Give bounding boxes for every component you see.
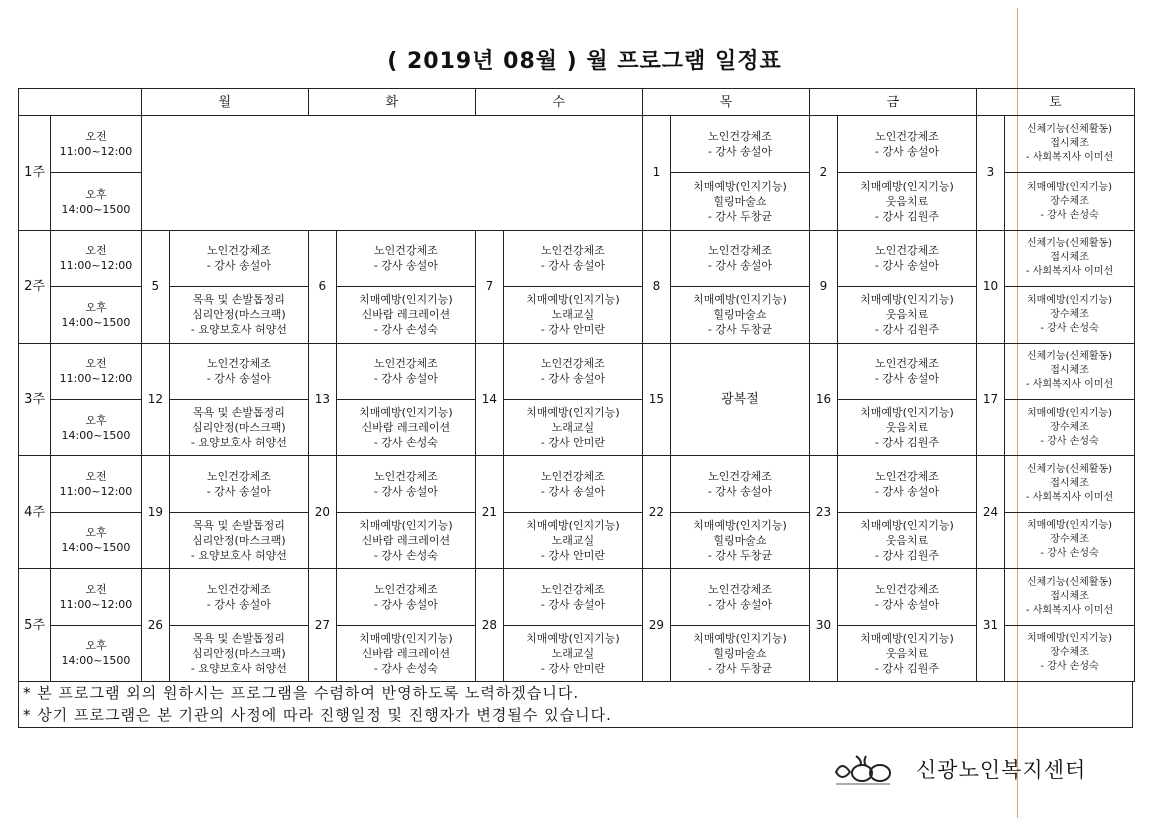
program-line: 접시체조: [1050, 138, 1089, 150]
program-line: - 강사 송설아: [874, 485, 940, 499]
program-line: 신체기능(신체활동): [1026, 351, 1113, 363]
program-line: 장수체조: [1050, 308, 1089, 320]
program-line: 심리안정(마스크팩): [192, 308, 286, 322]
date-cell: 19: [141, 456, 169, 569]
program-line: 치매예방(인지기능): [860, 293, 954, 307]
program-cell-pm: [838, 512, 977, 568]
date-cell: 27: [308, 569, 336, 682]
program-line: - 강사 송설아: [373, 485, 438, 499]
date-cell: 30: [809, 569, 837, 682]
period-label: 오전: [85, 357, 107, 371]
program-line: - 강사 김원주: [874, 548, 940, 562]
program-line: - 사회복지사 이미선: [1025, 266, 1114, 278]
program-line: - 강사 송설아: [707, 485, 772, 499]
program-line: 치매예방(인지기능): [1026, 181, 1113, 193]
program-cell-pm: [503, 399, 642, 455]
week-label: 3주: [19, 343, 51, 456]
program-line: 장수체조: [1050, 421, 1089, 433]
program-line: 장수체조: [1050, 647, 1089, 659]
program-line: 노래교실: [551, 646, 595, 660]
program-cell-pm: [838, 399, 977, 455]
program-line: 치매예방(인지기능): [860, 518, 954, 532]
program-line: 치매예방(인지기능): [526, 518, 620, 532]
program-line: - 요양보호사 허양선: [190, 548, 287, 562]
week-row-pm: [19, 399, 1135, 455]
program-line: 치매예방(인지기능): [359, 293, 453, 307]
program-line: - 강사 손성숙: [1040, 322, 1099, 334]
program-line: 노인건강체조: [875, 357, 939, 371]
program-line: 심리안정(마스크팩): [192, 421, 286, 435]
date-cell: 31: [976, 569, 1004, 682]
program-cell-am: [838, 569, 977, 625]
period-time: 11:00~12:00: [59, 485, 133, 499]
program-cell-am: [169, 569, 308, 625]
program-line: - 강사 송설아: [874, 259, 940, 273]
program-cell-am: [1005, 456, 1135, 512]
program-cell-pm: [336, 625, 475, 681]
header-row: [19, 89, 1135, 116]
week-row-pm: [19, 512, 1135, 568]
program-line: 노인건강체조: [875, 582, 939, 596]
program-line: 노인건강체조: [374, 582, 438, 596]
program-line: - 강사 안미란: [540, 436, 605, 450]
period-label: 오후: [85, 526, 107, 540]
program-line: - 강사 김원주: [874, 323, 940, 337]
program-line: 치매예방(인지기능): [359, 406, 453, 420]
program-line: - 사회복지사 이미선: [1025, 492, 1114, 504]
program-line: 목욕 및 손발톱정리: [192, 631, 285, 645]
program-line: - 강사 두창균: [707, 210, 772, 224]
program-line: - 강사 송설아: [540, 597, 605, 611]
program-line: 심리안정(마스크팩): [192, 646, 286, 660]
program-line: 치매예방(인지기능): [526, 293, 620, 307]
program-line: - 강사 송설아: [540, 485, 605, 499]
program-line: - 강사 안미란: [540, 323, 605, 337]
program-line: 치매예방(인지기능): [1026, 520, 1113, 532]
program-cell-pm: [169, 625, 308, 681]
program-line: 웃음치료: [885, 195, 929, 209]
holiday-cell: 광복절: [671, 343, 810, 456]
program-line: 치매예방(인지기능): [693, 631, 787, 645]
program-line: 웃음치료: [885, 308, 929, 322]
program-cell-pm: [1005, 173, 1135, 230]
program-cell-pm: [503, 512, 642, 568]
program-line: - 사회복지사 이미선: [1025, 379, 1114, 391]
program-cell-am: [1005, 230, 1135, 286]
program-line: 노인건강체조: [541, 357, 605, 371]
program-cell-am: [1005, 343, 1135, 399]
program-line: - 강사 송설아: [373, 597, 438, 611]
program-line: 치매예방(인지기능): [693, 518, 787, 532]
program-line: 신체기능(신체활동): [1026, 576, 1113, 588]
program-line: 노인건강체조: [206, 470, 271, 484]
period-label: 오전: [85, 470, 107, 484]
program-line: - 강사 손성숙: [1040, 548, 1099, 560]
date-cell: 20: [308, 456, 336, 569]
program-cell-pm: [169, 512, 308, 568]
notes-box: [18, 682, 1133, 728]
program-line: - 강사 송설아: [540, 372, 605, 386]
program-line: 접시체조: [1050, 365, 1089, 377]
program-cell-pm: [1005, 287, 1135, 343]
period-label: 오후: [85, 187, 107, 201]
program-line: 목욕 및 손발톱정리: [192, 293, 285, 307]
program-line: - 강사 손성숙: [373, 436, 438, 450]
program-line: - 강사 김원주: [874, 661, 940, 675]
program-line: - 강사 송설아: [373, 372, 438, 386]
program-line: 노인건강체조: [374, 470, 438, 484]
program-line: 노인건강체조: [875, 470, 939, 484]
program-line: - 강사 송설아: [874, 145, 940, 159]
program-cell-pm: [336, 512, 475, 568]
program-line: 힐링마술쇼: [713, 533, 767, 547]
date-cell: 9: [809, 230, 837, 343]
corner-cell: [19, 89, 142, 116]
program-line: 치매예방(인지기능): [693, 180, 787, 194]
date-cell: 3: [976, 116, 1004, 231]
program-cell-am: [169, 343, 308, 399]
period-label: 오전: [85, 582, 107, 596]
day-header: 화: [308, 89, 475, 116]
program-line: - 강사 김원주: [874, 436, 940, 450]
program-line: - 강사 송설아: [206, 372, 271, 386]
program-cell-am: [1005, 116, 1135, 173]
program-line: 노래교실: [551, 533, 595, 547]
program-cell-am: [169, 230, 308, 286]
day-header: 목: [642, 89, 809, 116]
period-time: 11:00~12:00: [59, 597, 133, 611]
program-cell-am: [1005, 569, 1135, 625]
period-time: 11:00~12:00: [59, 259, 133, 273]
program-line: - 강사 송설아: [707, 259, 772, 273]
center-name: 신광노인복지센터: [916, 758, 1087, 782]
week-row-am: [19, 569, 1135, 625]
period-am: [51, 230, 142, 286]
program-line: 힐링마술쇼: [713, 195, 767, 209]
program-line: 노인건강체조: [708, 582, 772, 596]
period-am: [51, 343, 142, 399]
program-line: - 강사 송설아: [206, 485, 271, 499]
program-line: - 요양보호사 허양선: [190, 436, 287, 450]
center-logo: [832, 752, 894, 786]
program-cell-am: [503, 230, 642, 286]
program-line: 치매예방(인지기능): [1026, 407, 1113, 419]
program-line: 치매예방(인지기능): [860, 406, 954, 420]
period-time: 14:00~1500: [61, 541, 131, 555]
program-cell-am: [838, 456, 977, 512]
date-cell: 21: [475, 456, 503, 569]
period-pm: [51, 287, 142, 343]
program-line: 신바람 레크레이션: [361, 308, 451, 322]
period-time: 14:00~1500: [61, 428, 131, 442]
program-line: - 강사 송설아: [206, 597, 271, 611]
program-line: 신바람 레크레이션: [361, 646, 451, 660]
page-title: ( 2019년 08월 ) 월 프로그램 일정표: [387, 49, 782, 74]
program-cell-pm: [503, 625, 642, 681]
program-line: 심리안정(마스크팩): [192, 533, 286, 547]
program-line: 노인건강체조: [875, 130, 939, 144]
date-cell: 15: [642, 343, 670, 456]
day-header: 토: [976, 89, 1134, 116]
program-cell-pm: [169, 399, 308, 455]
program-line: 노인건강체조: [708, 130, 772, 144]
program-cell-am: [838, 230, 977, 286]
program-line: 신바람 레크레이션: [361, 421, 451, 435]
period-pm: [51, 173, 142, 230]
program-line: 노인건강체조: [541, 244, 605, 258]
program-line: - 강사 손성숙: [373, 548, 438, 562]
period-label: 오후: [85, 413, 107, 427]
program-cell-pm: [169, 287, 308, 343]
program-cell-am: [336, 230, 475, 286]
program-line: 치매예방(인지기능): [1026, 294, 1113, 306]
program-line: 신체기능(신체활동): [1026, 464, 1113, 476]
program-cell-pm: [671, 625, 810, 681]
period-time: 14:00~1500: [61, 315, 131, 329]
program-line: - 강사 송설아: [206, 259, 271, 273]
week-label: 4주: [19, 456, 51, 569]
program-line: 노인건강체조: [875, 244, 939, 258]
period-label: 오후: [85, 639, 107, 653]
date-cell: 12: [141, 343, 169, 456]
period-time: 14:00~1500: [61, 654, 131, 668]
program-line: 치매예방(인지기능): [526, 631, 620, 645]
program-cell-pm: [838, 625, 977, 681]
date-cell: 28: [475, 569, 503, 682]
program-line: 목욕 및 손발톱정리: [192, 406, 285, 420]
program-cell-am: [336, 456, 475, 512]
period-time: 11:00~12:00: [59, 372, 133, 386]
date-cell: 13: [308, 343, 336, 456]
program-cell-pm: [336, 287, 475, 343]
program-line: - 강사 손성숙: [1040, 661, 1099, 673]
date-cell: 6: [308, 230, 336, 343]
program-line: 웃음치료: [885, 533, 929, 547]
note-line: * 상기 프로그램은 본 기관의 사정에 따라 진행일정 및 진행자가 변경될수 있습니다.: [23, 706, 612, 724]
program-cell-pm: [336, 399, 475, 455]
program-line: - 강사 김원주: [874, 210, 940, 224]
date-cell: 24: [976, 456, 1004, 569]
program-cell-am: [838, 343, 977, 399]
program-line: 치매예방(인지기능): [359, 631, 453, 645]
program-line: 웃음치료: [885, 646, 929, 660]
date-cell: 29: [642, 569, 670, 682]
program-line: 노인건강체조: [206, 244, 271, 258]
date-cell: 23: [809, 456, 837, 569]
footer: [832, 752, 1086, 786]
program-cell-pm: [1005, 399, 1135, 455]
week-row-am: [19, 456, 1135, 512]
program-line: 신바람 레크레이션: [361, 533, 451, 547]
week-row-am: [19, 230, 1135, 286]
program-cell-am: [671, 456, 810, 512]
program-line: - 강사 손성숙: [1040, 209, 1099, 221]
program-cell-pm: [838, 173, 977, 230]
week-label: 1주: [19, 116, 51, 231]
period-label: 오후: [85, 300, 107, 314]
program-line: 치매예방(인지기능): [359, 518, 453, 532]
period-time: 11:00~12:00: [59, 145, 133, 159]
date-cell: 16: [809, 343, 837, 456]
program-line: 힐링마술쇼: [713, 646, 767, 660]
day-header: 월: [141, 89, 308, 116]
program-line: 치매예방(인지기능): [860, 180, 954, 194]
program-line: - 요양보호사 허양선: [190, 323, 287, 337]
program-cell-pm: [838, 287, 977, 343]
program-line: 노래교실: [551, 421, 595, 435]
date-cell: 1: [642, 116, 670, 231]
program-cell-am: [336, 343, 475, 399]
program-line: - 강사 손성숙: [1040, 435, 1099, 447]
week-label: 5주: [19, 569, 51, 682]
period-am: [51, 456, 142, 512]
date-cell: 10: [976, 230, 1004, 343]
schedule-table: [18, 88, 1135, 682]
program-cell-am: [838, 116, 977, 173]
program-line: 노인건강체조: [708, 244, 772, 258]
program-line: 힐링마술쇼: [713, 308, 767, 322]
date-cell: 8: [642, 230, 670, 343]
program-cell-pm: [1005, 625, 1135, 681]
program-line: 노인건강체조: [374, 244, 438, 258]
period-pm: [51, 399, 142, 455]
date-cell: 7: [475, 230, 503, 343]
period-pm: [51, 625, 142, 681]
program-line: - 강사 두창균: [707, 661, 772, 675]
period-label: 오전: [85, 244, 107, 258]
program-cell-am: [671, 569, 810, 625]
program-line: 노인건강체조: [541, 470, 605, 484]
program-cell-am: [503, 343, 642, 399]
date-cell: 17: [976, 343, 1004, 456]
program-line: - 강사 송설아: [874, 597, 940, 611]
period-am: [51, 116, 142, 173]
program-line: 신체기능(신체활동): [1026, 238, 1113, 250]
program-line: 장수체조: [1050, 534, 1089, 546]
program-line: - 강사 안미란: [540, 548, 605, 562]
program-cell-am: [336, 569, 475, 625]
date-cell: 14: [475, 343, 503, 456]
program-line: - 강사 송설아: [373, 259, 438, 273]
period-time: 14:00~1500: [61, 202, 131, 216]
program-cell-pm: [1005, 512, 1135, 568]
program-line: - 강사 송설아: [707, 597, 772, 611]
date-cell: 26: [141, 569, 169, 682]
program-line: 접시체조: [1050, 590, 1089, 602]
program-line: 목욕 및 손발톱정리: [192, 518, 285, 532]
program-cell-am: [671, 116, 810, 173]
program-line: 노인건강체조: [374, 357, 438, 371]
program-line: 노인건강체조: [206, 582, 271, 596]
program-cell-pm: [671, 173, 810, 230]
program-line: 접시체조: [1050, 478, 1089, 490]
note-line: * 본 프로그램 외의 원하시는 프로그램을 수렴하여 반영하도록 노력하겠습니다.: [23, 684, 580, 702]
program-line: 노인건강체조: [206, 357, 271, 371]
program-cell-pm: [671, 287, 810, 343]
program-line: - 강사 손성숙: [373, 661, 438, 675]
program-line: - 강사 송설아: [874, 372, 940, 386]
program-line: 웃음치료: [885, 421, 929, 435]
period-pm: [51, 512, 142, 568]
period-label: 오전: [85, 130, 107, 144]
date-cell: 5: [141, 230, 169, 343]
week-row-am: [19, 116, 1135, 173]
program-cell-am: [503, 456, 642, 512]
program-line: - 강사 두창균: [707, 548, 772, 562]
day-header: 수: [475, 89, 642, 116]
program-line: - 요양보호사 허양선: [190, 661, 287, 675]
program-cell-pm: [503, 287, 642, 343]
date-cell: 2: [809, 116, 837, 231]
program-line: - 강사 두창균: [707, 323, 772, 337]
program-line: 치매예방(인지기능): [693, 293, 787, 307]
day-header: 금: [809, 89, 976, 116]
program-line: - 강사 송설아: [707, 145, 772, 159]
program-cell-am: [503, 569, 642, 625]
program-line: 치매예방(인지기능): [526, 406, 620, 420]
date-cell: 22: [642, 456, 670, 569]
program-line: - 사회복지사 이미선: [1025, 604, 1114, 616]
blank-cell: [141, 116, 642, 231]
week-label: 2주: [19, 230, 51, 343]
period-am: [51, 569, 142, 625]
program-cell-am: [671, 230, 810, 286]
program-line: 장수체조: [1050, 195, 1089, 207]
program-line: - 사회복지사 이미선: [1025, 152, 1114, 164]
program-line: - 강사 안미란: [540, 661, 605, 675]
program-line: 접시체조: [1050, 252, 1089, 264]
week-row-pm: [19, 625, 1135, 681]
week-row-am: [19, 343, 1135, 399]
program-line: 신체기능(신체활동): [1026, 124, 1113, 136]
program-line: 노래교실: [551, 308, 595, 322]
program-line: - 강사 손성숙: [373, 323, 438, 337]
program-cell-am: [169, 456, 308, 512]
program-line: 치매예방(인지기능): [860, 631, 954, 645]
program-cell-pm: [671, 512, 810, 568]
program-line: 치매예방(인지기능): [1026, 633, 1113, 645]
program-line: 노인건강체조: [708, 470, 772, 484]
week-row-pm: [19, 287, 1135, 343]
program-line: - 강사 송설아: [540, 259, 605, 273]
program-line: 노인건강체조: [541, 582, 605, 596]
